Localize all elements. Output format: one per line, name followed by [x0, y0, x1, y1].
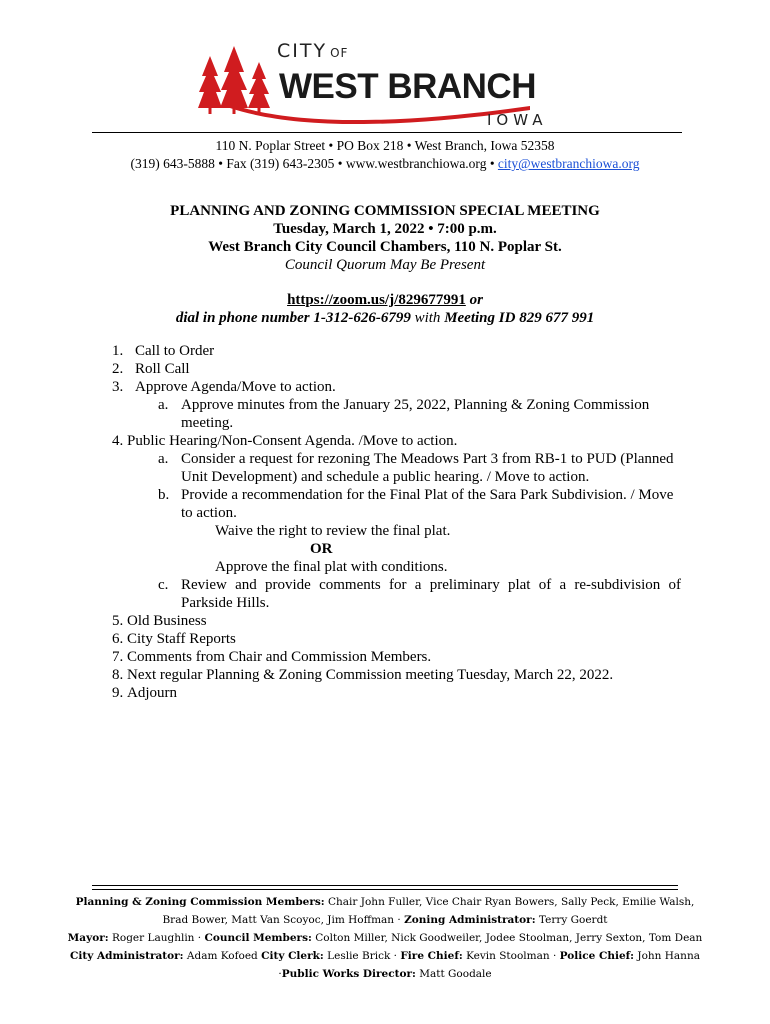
city-logo: [0, 34, 770, 130]
agenda-number: 4.: [112, 433, 124, 449]
logo-city-text: [277, 40, 348, 62]
subitem-letter: b.: [158, 487, 170, 503]
fire-chief-label: Fire Chief:: [400, 950, 463, 962]
zoom-link[interactable]: https://zoom.us/j/829677991: [287, 292, 466, 308]
subitem-text: Approve minutes from the January 25, 2022, Planning & Zoning Commission: [181, 397, 650, 413]
contact-text: (319) 643-5888 • Fax (319) 643-2305 • www.westbranchiowa.org •: [130, 156, 495, 171]
pz-members-names: Chair John Fuller, Vice Chair Ryan Bowers, Sally Peck, Emilie Walsh,: [328, 896, 695, 908]
agenda-number: 3.: [112, 379, 124, 395]
agenda-text: Roll Call: [135, 361, 190, 377]
footer-pz-line-1: [0, 896, 770, 908]
meeting-location: West Branch City Council Chambers, 110 N. Poplar St.: [208, 239, 562, 255]
public-works-label: Public Works Director:: [281, 968, 416, 980]
agenda-number: 9.: [112, 685, 124, 701]
subitem-letter: a.: [158, 397, 169, 413]
meeting-title: PLANNING AND ZONING COMMISSION SPECIAL MEETING: [170, 203, 600, 219]
subitem-text: Unit Development) and schedule a public hearing. / Move to action.: [181, 469, 590, 485]
option-text: Approve the final plat with conditions.: [215, 559, 448, 575]
subitem-text: Parkside Hills.: [181, 595, 270, 611]
subitem-text: Provide a recommendation for the Final Plat of the Sara Park Subdivision. / Move: [181, 487, 674, 503]
address-line: 110 N. Poplar Street • PO Box 218 • West Branch, Iowa 52358: [215, 138, 555, 153]
public-works-name: Matt Goodale: [419, 968, 492, 980]
pz-members-names: Brad Bower, Matt Van Scoyoc, Jim Hoffman ·: [162, 914, 401, 926]
fire-chief-name: Kevin Stoolman ·: [466, 950, 557, 962]
footer-council-line: [0, 932, 770, 944]
mayor-label: Mayor:: [67, 932, 109, 944]
agenda-text: Approve Agenda/Move to action.: [135, 379, 336, 395]
police-chief-name: John Hanna: [637, 950, 700, 962]
header-divider: [92, 132, 682, 133]
footer-pz-line-2: [0, 914, 770, 926]
dial-prefix: dial in phone number 1-312-626-6799: [175, 310, 411, 326]
footer-public-works-line: [0, 968, 770, 980]
agenda-number: 7.: [112, 649, 124, 665]
agenda-number: 5.: [112, 613, 124, 629]
separator-dot: ·: [278, 968, 282, 980]
agenda-text: Old Business: [127, 613, 207, 629]
logo-name: WEST BRANCH: [279, 67, 536, 106]
agenda-text: City Staff Reports: [127, 631, 236, 647]
dial-in-line: [0, 310, 770, 327]
agenda-number: 2.: [112, 361, 124, 377]
contact-line: [0, 156, 770, 172]
zoom-or: or: [469, 292, 483, 308]
agenda-number: 6.: [112, 631, 124, 647]
zoning-admin-name: Terry Goerdt: [538, 914, 608, 926]
agenda-number: 8.: [112, 667, 124, 683]
subitem-text: meeting.: [181, 415, 234, 431]
mayor-name: Roger Laughlin ·: [111, 932, 202, 944]
subitem-letter: c.: [158, 577, 169, 593]
zoning-admin-label: Zoning Administrator:: [404, 914, 536, 926]
subitem-text: Consider a request for rezoning The Meadows Part 3 from RB-1 to PUD (Planned: [181, 451, 674, 467]
email-link[interactable]: city@westbranchiowa.org: [497, 156, 640, 171]
quorum-note: Council Quorum May Be Present: [284, 257, 486, 273]
agenda-text: Adjourn: [127, 685, 177, 701]
footer-divider-bottom: [92, 889, 678, 890]
logo-state: IOWA: [487, 111, 548, 129]
subitem-text: to action.: [181, 505, 237, 521]
meeting-datetime: Tuesday, March 1, 2022 • 7:00 p.m.: [273, 221, 497, 237]
or-text: OR: [310, 541, 333, 557]
agenda-number: 1.: [112, 343, 124, 359]
logo-of: OF: [330, 46, 349, 60]
agenda-text: Public Hearing/Non-Consent Agenda. /Move to action.: [127, 433, 458, 449]
option-text: Waive the right to review the final plat.: [215, 523, 451, 539]
dial-with: with: [414, 310, 441, 326]
footer-divider-top: [92, 885, 678, 886]
police-chief-label: Police Chief:: [559, 950, 635, 962]
city-admin-name: Adam Kofoed: [186, 950, 258, 962]
dial-meeting-id: Meeting ID 829 677 991: [444, 310, 595, 326]
city-clerk-name: Leslie Brick ·: [327, 950, 397, 962]
footer-staff-line: [0, 950, 770, 962]
council-names: Colton Miller, Nick Goodweiler, Jodee Stoolman, Jerry Sexton, Tom Dean: [315, 932, 703, 944]
city-admin-label: City Administrator:: [70, 950, 184, 962]
zoom-line: [0, 292, 770, 309]
pz-members-label: Planning & Zoning Commission Members:: [75, 896, 325, 908]
agenda-text: Comments from Chair and Commission Members.: [127, 649, 432, 665]
agenda-text: Call to Order: [135, 343, 215, 359]
city-clerk-label: City Clerk:: [261, 950, 324, 962]
subitem-letter: a.: [158, 451, 169, 467]
council-label: Council Members:: [204, 932, 312, 944]
agenda-text: Next regular Planning & Zoning Commission meeting Tuesday, March 22, 2022.: [127, 667, 614, 683]
logo-city: CITY: [277, 40, 328, 62]
subitem-text: Review and provide comments for a preliminary plat of a re-subdivision of: [181, 577, 681, 593]
